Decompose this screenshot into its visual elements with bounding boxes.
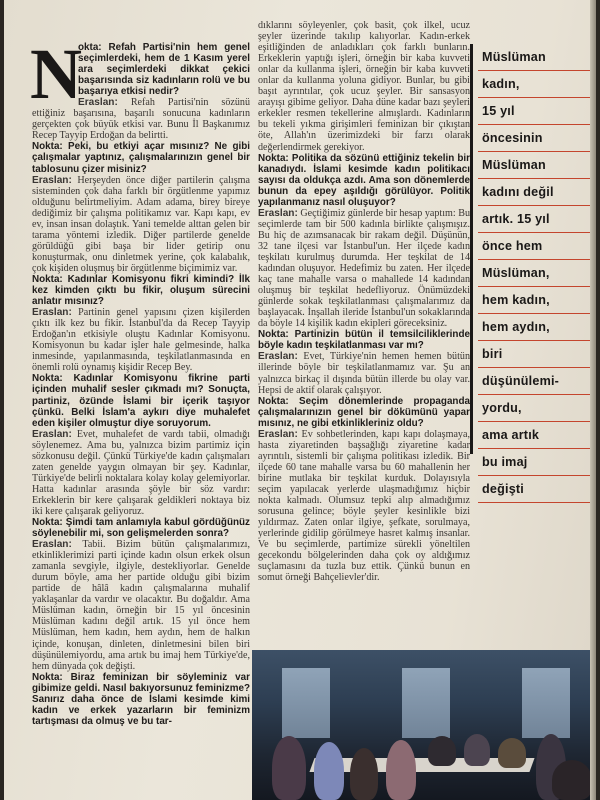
interview-answer	[32, 307, 250, 373]
interview-answer	[258, 20, 470, 153]
paragraph-text: Peki, bu etkiyi açar mısınız? Ne gibi çalışmalar yaptınız, çalışmalarınızın genel bir tablosunu çizer misiniz?	[32, 141, 250, 175]
paragraph-text: Evet, Türkiye'nin hemen hemen bütün illerinde böyle bir teşkilatlanmamız var. Şu an yalnızca birkaç il dışında bütün illerde bu olay var. Hepsi de aktif olarak çalışıyor.	[258, 351, 470, 396]
paragraph-text: dıklarını söyleyenler, çok basit, çok ilkel, ucuz şeyler üzerinde takılıp kalıyorlar. Kadın-erkek eşitliğinden de anladıkları çok farklı bunların. Erkeklerin yaptığı işleri, örneğin bir kaba kuvveti onlar da kullanma işleri, örneğin bir kaba kuvveti onlar da kullanma yoluna gidiyor. Bunlar, bu gibi başıt ayrıntılar, çok ucuz şeyler. Bir sansasyon arayışı gibime geliyor. Daha düne kadar bazı şeyleri erkekler resmen tekellerine almışlardı. Kadınların bu tekeli yıkma girişimleri feminizan bir çıkıştan öte, Allah'ın üzerimizdeki bir farzı olarak değerlendirmek gerekiyor.	[258, 20, 470, 153]
pull-quote-line: bu imaj	[478, 449, 590, 476]
pull-quote	[478, 44, 590, 503]
drop-cap: N	[30, 34, 82, 114]
photo-person	[552, 760, 592, 800]
interview-answer	[258, 208, 470, 330]
paragraph-text: Partinizin bütün il temsilciliklerinde böyle kadın teşkilatlanması var mı?	[258, 329, 470, 352]
pull-quote-line: yordu,	[478, 395, 590, 422]
speaker-name: Eraslan:	[32, 539, 72, 551]
paragraph-text: Seçim dönemlerinde propaganda çalışmalarınızın genel bir dökümünü yapar mısınız, ne gibi etkinlikleriniz oldu?	[258, 395, 470, 429]
speaker-name: Eraslan:	[32, 174, 72, 186]
paragraph-text: Biraz feminizan bir söyleminiz var gibimize geldi. Nasıl bakıyorsunuz feminizme? Sanırız daha önce de İslami kesimde kimi kadın ve erkek yazarların bir feminizm tartışması da olmuş ve bu tar-	[32, 671, 250, 727]
interview-question	[32, 672, 250, 727]
paragraph-text: Partinin genel yapısını çizen kişilerden çıktı ilk kez bu fikir. İstanbul'da da Recep Tayyip Erdoğan'ın etkisiyle oluştu Kadınlar Komisyonu. Komisyonun bu kadar işler hale gelmesinde, halka inmesinde, yapılanmasında, teşkilatlanmasında en önemli rolü oynamış kişidir Recep Bey.	[32, 307, 250, 374]
paragraph-text: Geçtiğimiz günlerde bir hesap yaptım: Bu seçimlerde tam bir 500 kadınla birlikte çalışmışız. Bu hiç de azımsanacak bir rakam değil. Düşünün, 32 tane ilçesi var İstanbul'un. Her ilçede kadın teşkilatı kurulmuş durumda. Her teşkilat de 14 kadından oluşuyor. Hedefimiz bu zaten. Her ilçede kaç tane mahalle varsa o mahallede 14 kadından oluşmuş bir teşkilat hedefliyoruz. Önümüzdeki günlerde sokak teşkilatlanması çalışmalarımız da başlayacak. İnşallah ileride İstanbul'un sokaklarında da böyle 14 kişilik kadın ekipleri göreceksiniz.	[258, 207, 470, 330]
speaker-name: Nokta:	[32, 273, 63, 285]
speaker-name: Eraslan:	[32, 428, 72, 440]
interview-question	[32, 373, 250, 428]
paragraph-text: Ev sohbetlerinden, kapı kapı dolaşmaya, hasta ziyaretinden başsağlığı ziyaretine kadar ayrıntılı, sistemli bir çalışma politikası izledik. Bir ilçede 60 tane mahalle varsa bu 60 mahallenin her birine mutlaka bir teşkilat kurduk. Dolayısıyla seçim yapılacak yerlerde ulaşmadığımız hiçbir nokta kalmadı. Olumsuz tepki alıp almadığımız sorusuna gelince; böyle şeyler kesinlikle bizi yıldırmaz. Zaten onlar ilgiye, şefkate, sorulmaya, yerlerinde gidilip görülmeye hasret kalmış insanlar. Ve bu seçimlerde, partimize sürekli yöneltilen gecekondu bölgelerinden daha çok oy aldığımız suçlamasını da tuzla buz ettik. Çünkü bunun en somut örneği Bahçelievler'dir.	[258, 428, 470, 584]
pull-quote-line: öncesinin	[478, 125, 590, 152]
pull-quote-line: 15 yıl	[478, 98, 590, 125]
pull-quote-rule	[470, 44, 473, 454]
paragraph-text: Şimdi tam anlamıyla kabul gördüğünüz söylenebilir mi, son gelişmelerden sonra?	[32, 517, 250, 540]
pull-quote-line: hem aydın,	[478, 314, 590, 341]
interview-answer	[258, 429, 470, 584]
paragraph-text: okta: Refah Partisi'nin hem genel seçimlerdeki, hem de 1 Kasım yerel ara seçimlerdeki dikkat çekici başarısında siz kadınların rolü ve bu başarıya etkisi nedir?	[78, 42, 250, 98]
interview-question	[258, 396, 470, 429]
pull-quote-line: düşünülemi-	[478, 368, 590, 395]
article-column-middle	[258, 20, 470, 583]
paragraph-text: Evet, muhalefet de vardı tabii, olmadığı söylenemez. Ama bu, yalnızca bizim partimiz için sözkonusu değil. Çünkü Türkiye'de kadın çalışmaları zaten genelde yaygın olmayan bir şey. Kadınlar, Türkiye'de belirli noktalara kolay kolay gelemiyorlar. Hatta kadınlar arasında şöyle bir söz vardır: Erkeklerin bir kere çalışarak geldikleri noktaya biz iki kere çalışarak geliyoruz.	[32, 428, 250, 517]
photo-person	[428, 736, 456, 766]
paragraph-text: Refah Partisi'nin sözünü ettiğiniz başarısına, başarılı sonucuna kadınların gerçekten çok büyük etkisi var. Bunu İl Başkanımız Recep Tayyip Erdoğan da belirtti.	[32, 97, 250, 142]
photo-window	[522, 668, 570, 738]
interview-question	[258, 329, 470, 351]
pull-quote-line: ama artık	[478, 422, 590, 449]
women-meeting-photo	[252, 650, 596, 800]
paragraph-text: Herşeyden önce diğer partilerin çalışma sisteminden çok daha farklı bir örgütlenme yapımız olduğunu belirtmeliyim. Adam adama, birey bireye dediğimiz bir çalışma politikamız var. Kapı kapı, ev ev, insan insan dolaştık. Yani temelde alttan gelen bir tarama yöntemi izledik. Diğer partilerde genelde görüldüğü gibi başa bir lider getirip onu konuşturmak, onu dinletmek yerine, çok kalabalık, çok kişiden oluşmuş bir örgütlenme biçimimiz var.	[32, 174, 250, 274]
magazine-page	[4, 0, 596, 800]
interview-question	[258, 153, 470, 208]
pull-quote-line: önce hem	[478, 233, 590, 260]
speaker-name: Eraslan:	[78, 97, 118, 109]
paragraph-text: Kadınlar Komisyonu fikri kimindi? İlk kez kimden çıktı bu fikir, oluşum sürecini anlatır mısınız?	[32, 273, 250, 308]
speaker-name: Nokta:	[32, 671, 63, 683]
paragraph-text: Politika da sözünü ettiğiniz tekelin bir kanadıydı. İslami kesimde kadın politikacı sayısı da oldukça azdı. Ama son dönemlerde bunun da epey aşıldığı görülüyor. Politik yapılanmanız nasıl oluşuyor?	[258, 152, 470, 208]
photo-person	[350, 748, 378, 800]
pull-quote-line: Müslüman,	[478, 260, 590, 287]
pull-quote-line: kadını değil	[478, 179, 590, 206]
pull-quote-line: kadın,	[478, 71, 590, 98]
interview-answer	[32, 429, 250, 517]
speaker-name: Eraslan:	[258, 207, 298, 219]
pull-quote-line: biri	[478, 341, 590, 368]
pull-quote-line: Müslüman	[478, 152, 590, 179]
speaker-name: Nokta:	[32, 373, 63, 385]
photo-person	[464, 734, 490, 766]
photo-person	[386, 740, 416, 800]
photo-window	[282, 668, 330, 738]
interview-answer	[258, 351, 470, 395]
speaker-name: Eraslan:	[258, 428, 298, 440]
interview-question	[32, 141, 250, 174]
speaker-name: Nokta:	[258, 395, 289, 407]
speaker-name: Nokta:	[258, 329, 289, 341]
pull-quote-line: artık. 15 yıl	[478, 206, 590, 233]
interview-answer	[32, 175, 250, 274]
speaker-name: Eraslan:	[258, 351, 298, 363]
interview-question	[32, 517, 250, 539]
pull-quote-line: hem kadın,	[478, 287, 590, 314]
photo-window	[402, 668, 450, 738]
speaker-name: Nokta:	[32, 141, 63, 153]
interview-question	[32, 274, 250, 307]
interview-answer	[32, 539, 250, 672]
speaker-name: Nokta:	[258, 152, 289, 164]
paragraph-text: Tabii. Bizim bütün çalışmalarımızı, etkinliklerimizi parti içinde kadın olsun erkek olsun zamanla sevgiyle, ilgiyle, destekliyorlar. Genelde durum böyle, ama her partide olduğu gibi bizim partide de hâlâ kadın çalışmalarına muhalif yaklaşanlar da vardır ve olacaktır. Bu doğaldır. Ama Müslüman kadın, örneğin bir 15 yıl öncesinin Müslüman kadını değil artık. 15 yıl önce hem Müslüman, hem kadın, hem aydın, hem de halkın içinde, konuşan, dinleten, dinletmesini bilen biri düşünülemiyordu, ama artık bu imaj hem Türkiye'de, hem dünyada çok değişti.	[32, 539, 250, 672]
speaker-name: Eraslan:	[32, 307, 72, 319]
page-edge	[590, 0, 596, 800]
pull-quote-line: değişti	[478, 476, 590, 503]
pull-quote-line: Müslüman	[478, 44, 590, 71]
speaker-name: Nokta:	[32, 517, 63, 529]
photo-person	[272, 736, 306, 800]
article-column-left	[30, 34, 250, 727]
paragraph-text: Kadınlar Komisyonu fikrine parti içinden muhalif sesler çıkmadı mı? Sonuçta, partiniz, özünde İslami bir içerik taşıyor çünkü. Belki İslam'a aykırı diye muhalefet eden kişiler olmuştur diye soruyorum.	[32, 373, 250, 429]
photo-person	[498, 738, 526, 768]
photo-person	[314, 742, 344, 800]
